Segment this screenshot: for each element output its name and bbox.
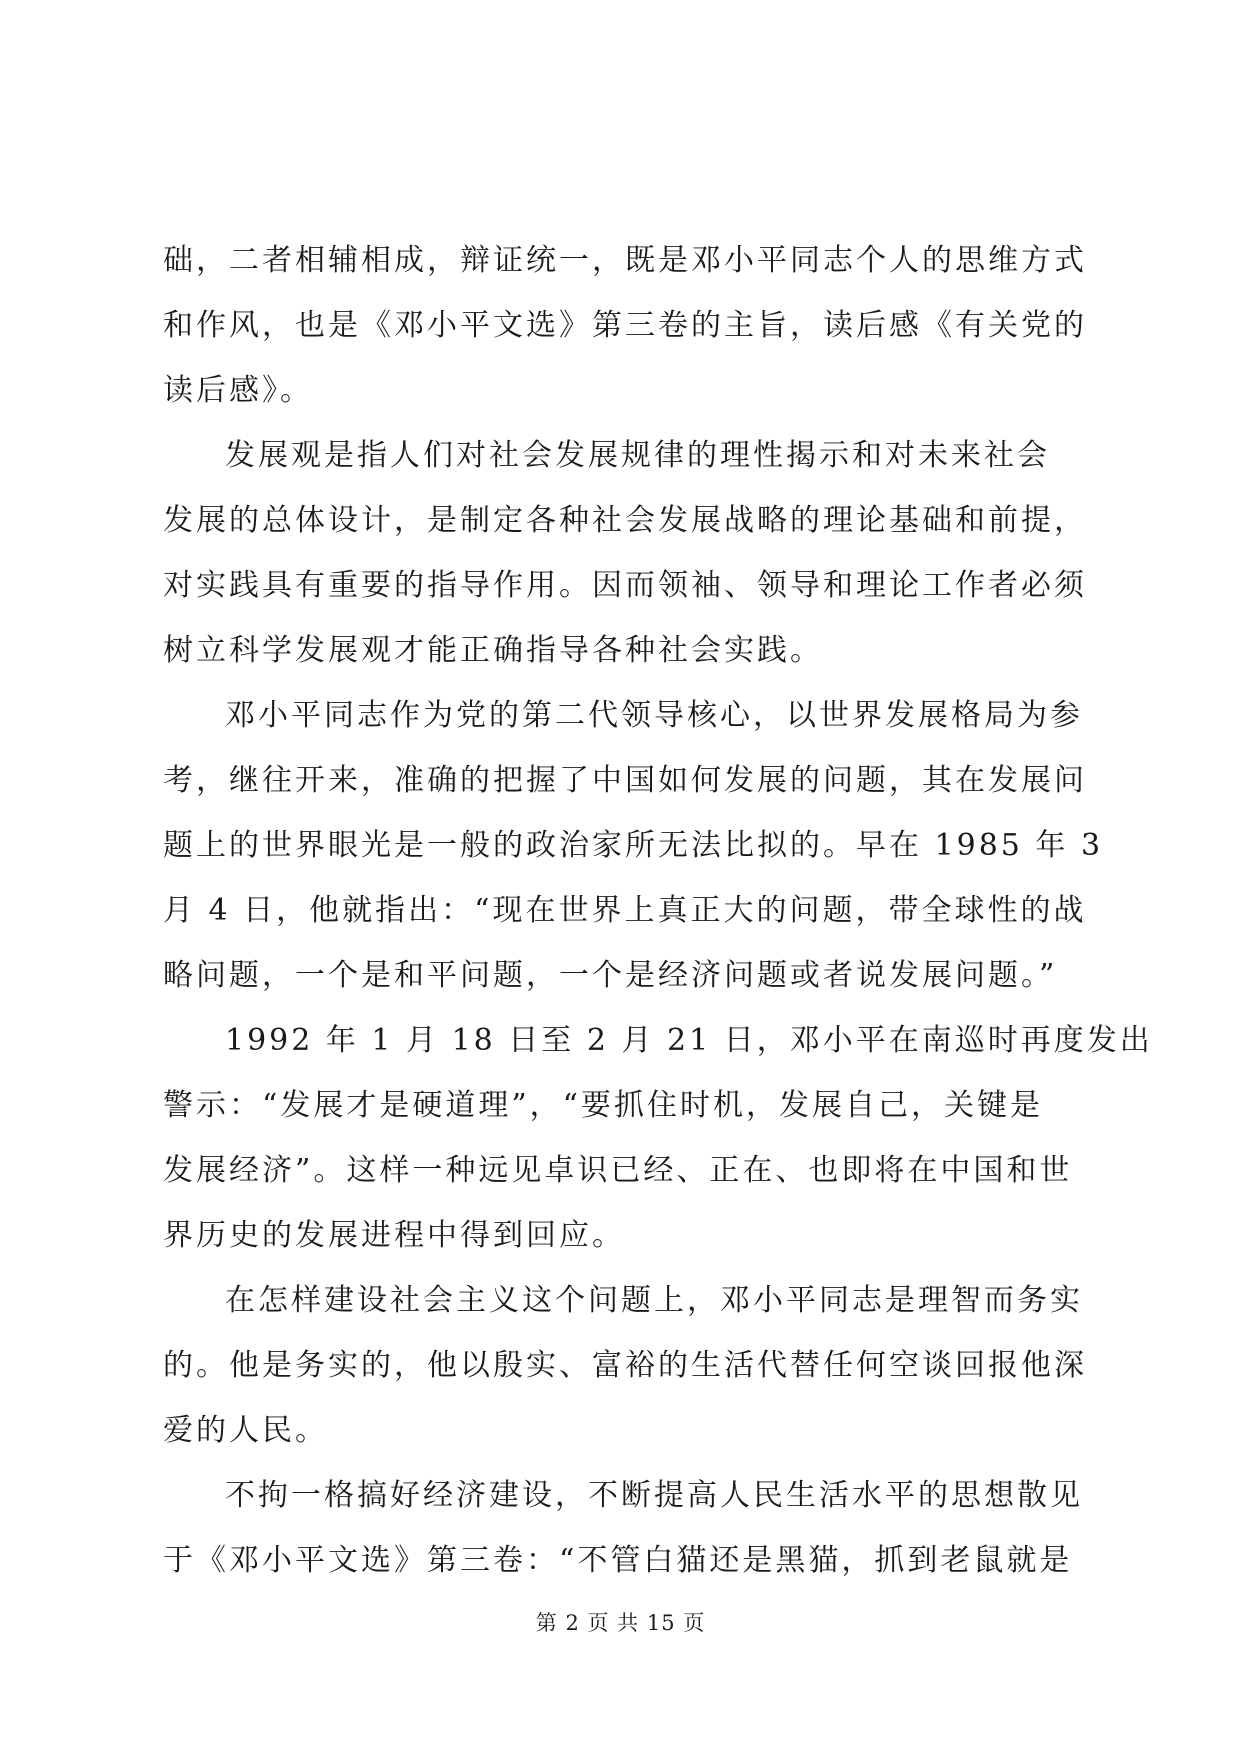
text-line: 界历史的发展进程中得到回应。 — [163, 1218, 625, 1253]
text-line: 考，继往开来，准确的把握了中国如何发展的问题，其在发展问 — [163, 763, 1087, 798]
text-line: 爱的人民。 — [163, 1413, 328, 1448]
text-line: 不拘一格搞好经济建设，不断提高人民生活水平的思想散见 — [225, 1478, 1083, 1513]
text-line: 发展经济”。这样一种远见卓识已经、正在、也即将在中国和世 — [163, 1153, 1073, 1188]
text-line: 础，二者相辅相成，辩证统一，既是邓小平同志个人的思维方式 — [163, 243, 1087, 278]
document-body — [163, 228, 1153, 1593]
text-line: 于《邓小平文选》第三卷：“不管白猫还是黑猫，抓到老鼠就是 — [163, 1543, 1073, 1578]
text-line: 邓小平同志作为党的第二代领导核心，以世界发展格局为参 — [225, 698, 1083, 733]
page-number-footer: 第 2 页 共 15 页 — [535, 1611, 706, 1635]
text-line: 树立科学发展观才能正确指导各种社会实践。 — [163, 633, 823, 668]
text-line: 月 4 日，他就指出：“现在世界上真正大的问题，带全球性的战 — [163, 893, 1087, 928]
paragraph-6 — [163, 1463, 1081, 1593]
paragraph-1 — [163, 228, 1087, 423]
text-line: 和作风，也是《邓小平文选》第三卷的主旨，读后感《有关党的 — [163, 308, 1087, 343]
text-line: 在怎样建设社会主义这个问题上，邓小平同志是理智而务实 — [225, 1283, 1083, 1318]
text-line: 题上的世界眼光是一般的政治家所无法比拟的。早在 1985 年 3 — [163, 828, 1104, 863]
text-line: 略问题，一个是和平问题，一个是经济问题或者说发展问题。” — [163, 958, 1058, 993]
text-line: 的。他是务实的，他以殷实、富裕的生活代替任何空谈回报他深 — [163, 1348, 1087, 1383]
paragraph-3 — [163, 683, 1104, 1008]
text-line: 警示：“发展才是硬道理”，“要抓住时机，发展自己，关键是 — [163, 1088, 1044, 1123]
text-line: 读后感》。 — [163, 373, 313, 408]
text-line: 发展观是指人们对社会发展规律的理性揭示和对未来社会 — [225, 438, 1050, 473]
paragraph-5 — [163, 1268, 1087, 1463]
paragraph-4 — [163, 1008, 1153, 1268]
text-line: 对实践具有重要的指导作用。因而领袖、领导和理论工作者必须 — [163, 568, 1087, 603]
text-line: 1992 年 1 月 18 日至 2 月 21 日，邓小平在南巡时再度发出 — [225, 1023, 1153, 1058]
text-line: 发展的总体设计，是制定各种社会发展战略的理论基础和前提， — [163, 503, 1087, 538]
paragraph-2 — [163, 423, 1087, 683]
